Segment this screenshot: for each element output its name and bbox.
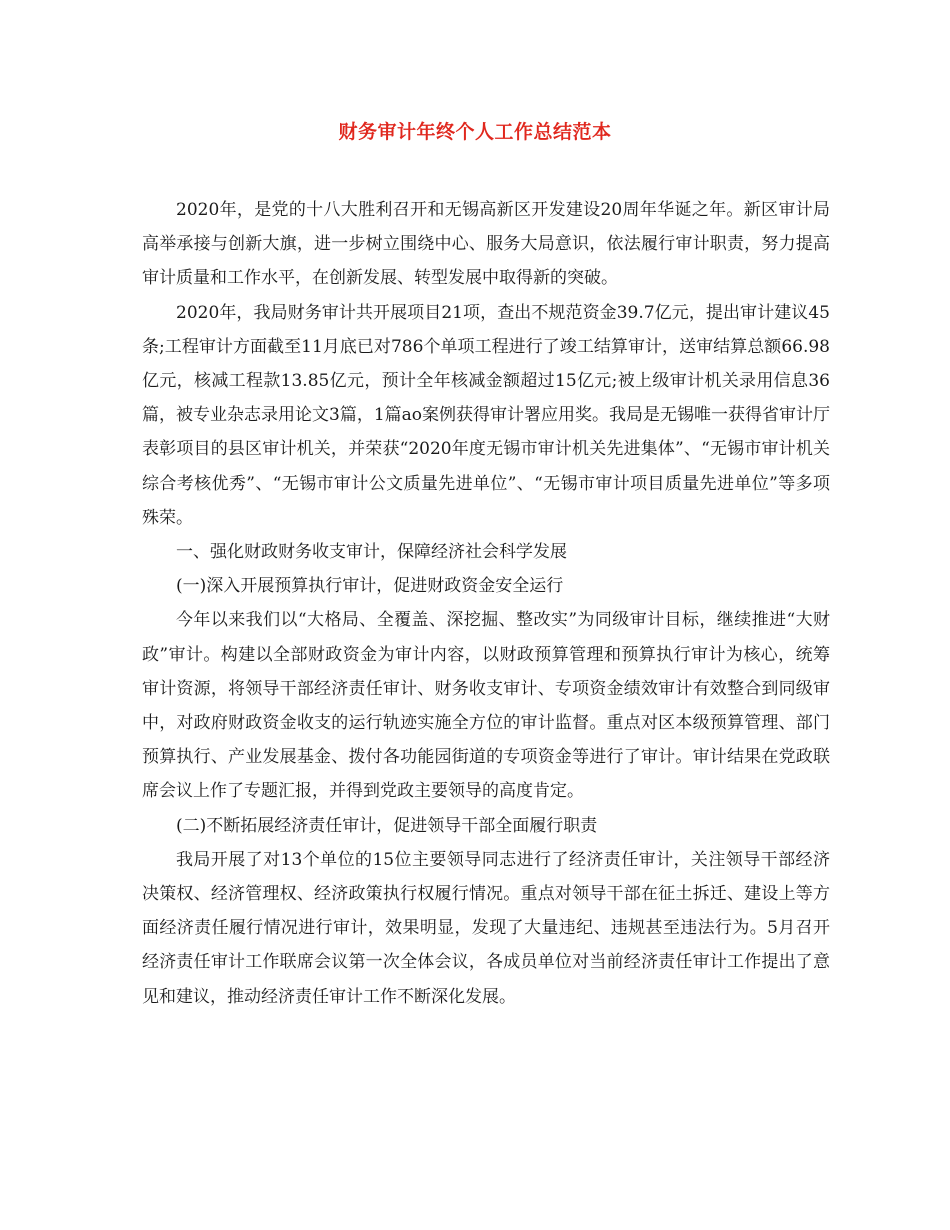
section-heading-1: 一、强化财政财务收支审计，保障经济社会科学发展 <box>176 542 567 563</box>
paragraph-intro: 2020年，是党的十八大胜利召开和无锡高新区开发建设20周年华诞之年。新区审计局高举承接与创新大旗，进一步树立围绕中心、服务大局意识，依法履行审计职责，努力提高审计质量和工作水平，在创新发展、转型发展中取得新的突破。 <box>142 200 830 289</box>
paragraph-achievements: 2020年，我局财务审计共开展项目21项，查出不规范资金39.7亿元，提出审计建议45条;工程审计方面截至11月底已对786个单项工程进行了竣工结算审计，送审结算总额66.98亿元，核减工程款13.85亿元，预计全年核减金额超过15亿元;被上级审计机关录用信息36篇，被专业杂志录用论文3篇，1篇ao案例获得审计署应用奖。我局是无锡唯一获得省审计厅表彰项目的县区审计机关，并荣获“2020年度无锡市审计机关先进集体”、“无锡市审计机关综合考核优秀”、“无锡市审计公文质量先进单位”、“无锡市审计项目质量先进单位”等多项殊荣。 <box>142 302 831 528</box>
subsection-heading-1: (一)深入开展预算执行审计，促进财政资金安全运行 <box>176 576 564 597</box>
paragraph-budget-audit: 今年以来我们以“大格局、全覆盖、深挖掘、整改实”为同级审计目标，继续推进“大财政”审计。构建以全部财政资金为审计内容，以财政预算管理和预算执行审计为核心，统筹审计资源，将领导干部经济责任审计、财务收支审计、专项资金绩效审计有效整合到同级审中，对政府财政资金收支的运行轨迹实施全方位的审计监督。重点对区本级预算管理、部门预算执行、产业发展基金、拨付各功能园街道的专项资金等进行了审计。审计结果在党政联席会议上作了专题汇报，并得到党政主要领导的高度肯定。 <box>142 610 830 802</box>
paragraph-responsibility-audit: 我局开展了对13个单位的15位主要领导同志进行了经济责任审计，关注领导干部经济决策权、经济管理权、经济政策执行权履行情况。重点对领导干部在征土拆迁、建设上等方面经济责任履行情况进行审计，效果明显，发现了大量违纪、违规甚至违法行为。5月召开经济责任审计工作联席会议第一次全体会议，各成员单位对当前经济责任审计工作提出了意见和建议，推动经济责任审计工作不断深化发展。 <box>142 849 830 1007</box>
document-body <box>142 193 830 1014</box>
document-title: 财务审计年终个人工作总结范本 <box>338 121 612 143</box>
subsection-heading-2: (二)不断拓展经济责任审计，促进领导干部全面履行职责 <box>176 815 598 836</box>
